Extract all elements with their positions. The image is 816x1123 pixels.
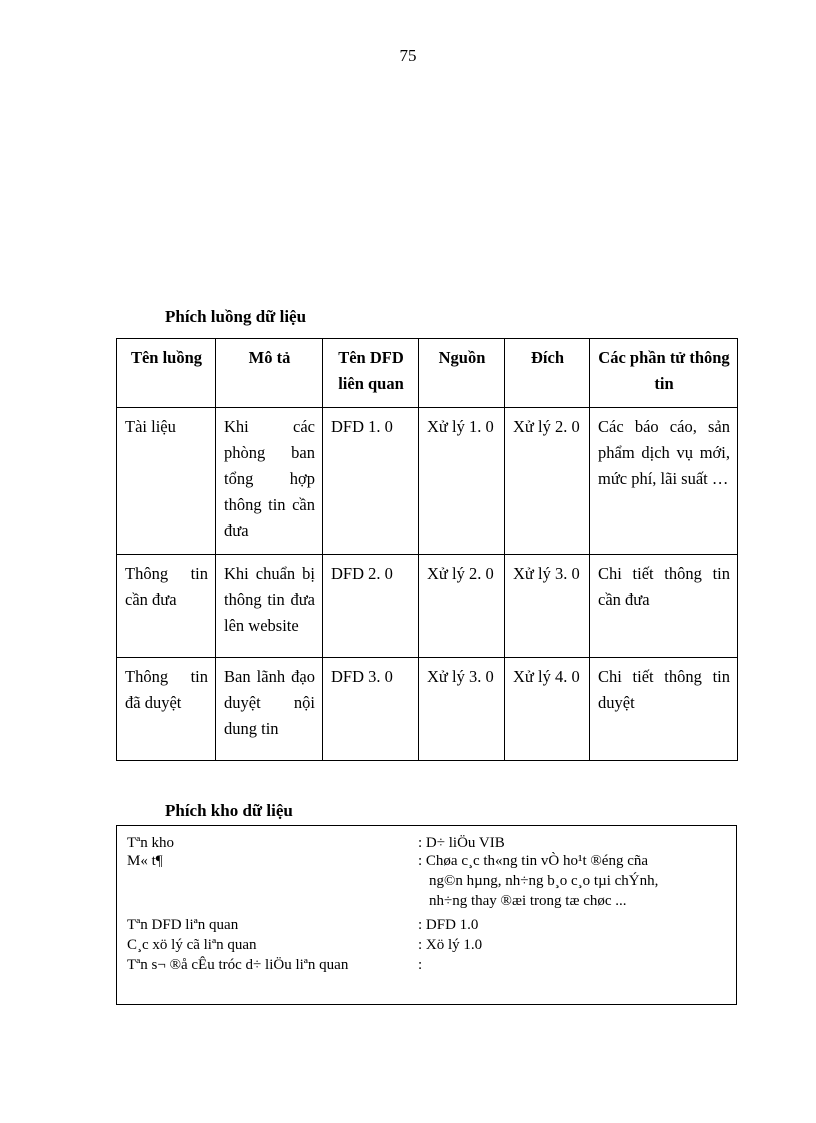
cell-info-elements: Chi tiết thông tin duyệt xyxy=(590,658,738,761)
cell-target: Xử lý 2. 0 xyxy=(505,408,590,555)
cell-flow-name: Thông tin đã duyệt xyxy=(117,658,216,761)
store-value-continuation: nh÷ng thay ®æi trong tæ chøc ... xyxy=(429,893,627,909)
data-store-section-title: Phích kho dữ liệu xyxy=(165,801,293,820)
header-related-dfd: Tên DFD liên quan xyxy=(323,339,419,408)
table-row xyxy=(117,408,738,555)
cell-description: Khi chuẩn bị thông tin đưa lên website xyxy=(216,555,323,658)
store-value: : xyxy=(418,957,423,973)
store-label: C¸c xö lý cã liªn quan xyxy=(127,937,257,953)
cell-related-dfd: DFD 3. 0 xyxy=(323,658,419,761)
cell-source: Xử lý 2. 0 xyxy=(419,555,505,658)
cell-related-dfd: DFD 2. 0 xyxy=(323,555,419,658)
store-label: Tªn kho xyxy=(127,835,175,851)
store-value: : Chøa c¸c th«ng tin vÒ ho¹t ®éng cña xyxy=(418,853,649,869)
store-value: : Xö lý 1.0 xyxy=(418,937,483,953)
data-flow-section-title: Phích luồng dữ liệu xyxy=(165,307,307,326)
store-value: : DFD 1.0 xyxy=(418,917,479,933)
store-label: Tªn DFD liªn quan xyxy=(127,917,239,933)
table-row xyxy=(117,658,738,761)
store-value: : D÷ liÖu VIB xyxy=(418,835,505,851)
cell-info-elements: Các báo cáo, sản phẩm dịch vụ mới, mức phí, lãi suất … xyxy=(590,408,738,555)
data-store-box xyxy=(116,825,737,1005)
store-label: Tªn s¬ ®å cÊu tróc d÷ liÖu liªn quan xyxy=(127,957,349,973)
cell-target: Xử lý 3. 0 xyxy=(505,555,590,658)
cell-target: Xử lý 4. 0 xyxy=(505,658,590,761)
header-description: Mô tả xyxy=(216,339,323,408)
table-row xyxy=(117,555,738,658)
cell-info-elements: Chi tiết thông tin cần đưa xyxy=(590,555,738,658)
store-value-block xyxy=(418,851,658,911)
header-target: Đích xyxy=(505,339,590,408)
header-flow-name: Tên luồng xyxy=(117,339,216,408)
header-info-elements: Các phần tử thông tin xyxy=(590,339,738,408)
page-number: 75 xyxy=(399,46,417,65)
cell-source: Xử lý 1. 0 xyxy=(419,408,505,555)
cell-description: Ban lãnh đạo duyệt nội dung tin xyxy=(216,658,323,761)
table-header-row xyxy=(117,339,738,408)
cell-flow-name: Tài liệu xyxy=(117,408,216,555)
data-flow-table xyxy=(116,338,738,761)
cell-flow-name: Thông tin cần đưa xyxy=(117,555,216,658)
cell-description: Khi các phòng ban tổng hợp thông tin cần đưa xyxy=(216,408,323,555)
header-source: Nguồn xyxy=(419,339,505,408)
cell-source: Xử lý 3. 0 xyxy=(419,658,505,761)
cell-related-dfd: DFD 1. 0 xyxy=(323,408,419,555)
store-value-continuation: ng©n hµng, nh÷ng b¸o c¸o tµi chÝnh, xyxy=(429,873,659,889)
store-label: M« t¶ xyxy=(127,853,163,869)
